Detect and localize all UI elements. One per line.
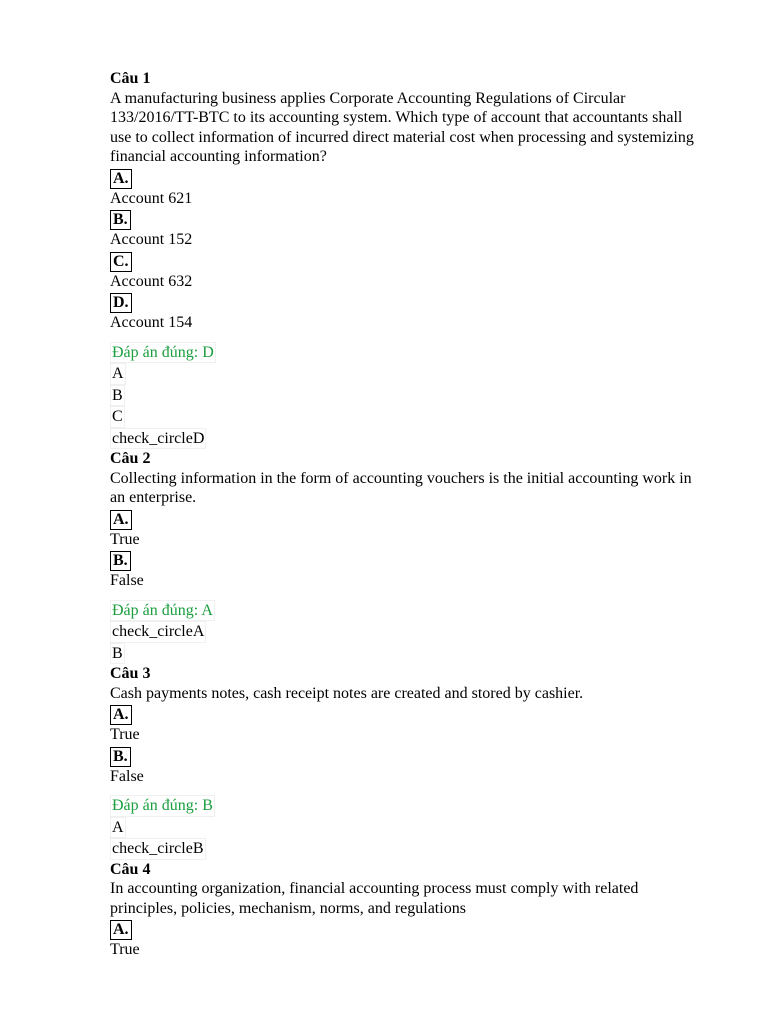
choice-label: check_circleB (110, 838, 206, 860)
question-block (110, 664, 710, 860)
question-title: Câu 4 (110, 860, 151, 878)
question-title: Câu 3 (110, 665, 151, 682)
option (110, 250, 710, 292)
choice-item (110, 428, 710, 450)
option-text: True (110, 726, 140, 743)
choice-item (110, 838, 710, 860)
choice-item (110, 621, 710, 643)
question-text: A manufacturing business applies Corporate Accounting Regulations of Circular 133/2016/TT-BTC to its accounting system. Which type of account that accountants shall use to collect information of incurred direct material cost when processing and systemizing financial accounting information? (110, 89, 694, 165)
question-block (110, 860, 710, 960)
correct-answer-label: Đáp án đúng: D (110, 342, 216, 364)
option (110, 918, 710, 960)
option-letter: A. (110, 169, 132, 189)
option-letter: B. (110, 551, 131, 571)
option-text: True (110, 941, 140, 958)
question-text: Cash payments notes, cash receipt notes are created and stored by cashier. (110, 684, 584, 702)
option-text: False (110, 767, 144, 785)
option-letter: A. (110, 920, 132, 940)
answer-block (110, 600, 710, 665)
choice-item (110, 643, 710, 665)
option-letter: C. (110, 252, 132, 272)
choice-label: B (110, 643, 125, 665)
option-letter: A. (110, 510, 132, 530)
option-letter: B. (110, 210, 131, 230)
option-text: Account 621 (110, 189, 193, 207)
option-text: Account 632 (110, 272, 193, 290)
choice-label: check_circleD (110, 428, 206, 450)
document-page (110, 69, 710, 960)
answer-block (110, 342, 710, 450)
choice-label: B (110, 385, 125, 407)
choice-item (110, 406, 710, 428)
option (110, 549, 710, 591)
option-letter: A. (110, 705, 132, 725)
choice-label: A (110, 817, 126, 839)
answer-block (110, 795, 710, 860)
choice-label: C (110, 406, 125, 428)
option-text: False (110, 572, 144, 589)
option-text: Account 152 (110, 231, 193, 248)
choice-item (110, 363, 710, 385)
question-title: Câu 2 (110, 450, 151, 467)
choice-label: A (110, 363, 126, 385)
question-title: Câu 1 (110, 70, 151, 87)
option-text: True (110, 530, 140, 548)
correct-answer-label: Đáp án đúng: A (110, 600, 215, 622)
option (110, 167, 710, 209)
correct-answer-label: Đáp án đúng: B (110, 795, 215, 817)
option (110, 208, 710, 250)
option-letter: B. (110, 747, 131, 767)
option-letter: D. (110, 293, 132, 313)
option (110, 508, 710, 550)
option (110, 291, 710, 333)
question-block (110, 69, 710, 449)
option (110, 745, 710, 787)
option-text: Account 154 (110, 314, 193, 331)
option (110, 703, 710, 745)
choice-item (110, 817, 710, 839)
question-block (110, 449, 710, 664)
question-text: In accounting organization, financial accounting process must comply with related principles, policies, mechanism, norms, and regulations (110, 880, 639, 917)
choice-item (110, 385, 710, 407)
choice-label: check_circleA (110, 621, 206, 643)
question-text: Collecting information in the form of accounting vouchers is the initial accounting work in an enterprise. (110, 469, 692, 506)
